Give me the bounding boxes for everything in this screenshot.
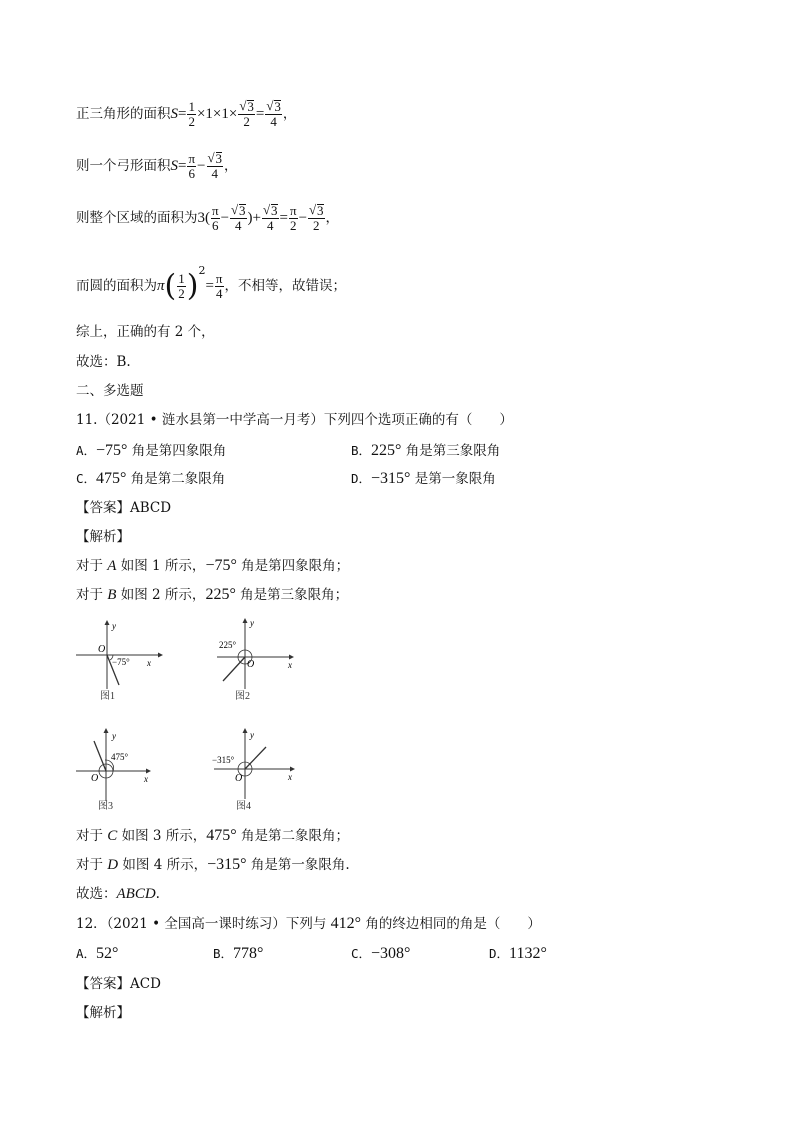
- text: 如图 4 所示，: [118, 857, 208, 873]
- angle-label: 475°: [111, 752, 129, 762]
- num: 1: [178, 271, 185, 286]
- figure-caption: 图2: [235, 691, 250, 702]
- math-var: D: [107, 857, 119, 873]
- figure-4-diagram: [210, 727, 310, 813]
- num: π: [289, 203, 297, 218]
- q12-option-b: [213, 944, 263, 963]
- math-text: 3(: [197, 210, 210, 226]
- text: 如图 3 所示，: [117, 828, 207, 844]
- option-text: 角是第三象限角: [401, 443, 501, 459]
- angle-value: −75°: [205, 557, 237, 574]
- x-axis-label: x: [288, 772, 292, 782]
- text: 对于: [76, 857, 108, 873]
- den: 4: [267, 218, 274, 233]
- num: 1: [188, 99, 195, 114]
- origin-label: O: [247, 659, 255, 670]
- pi: π: [157, 278, 165, 294]
- option-text: 角是第四象限角: [127, 443, 227, 459]
- text: 正三角形的面积: [76, 106, 171, 122]
- rad: 3: [247, 99, 254, 114]
- q11-analysis-c: [76, 827, 349, 845]
- option-text: 是第一象限角: [410, 471, 496, 487]
- den: 2: [243, 114, 250, 129]
- math-var: C: [107, 828, 118, 844]
- rad: 3: [215, 151, 223, 166]
- den: 4: [270, 114, 277, 129]
- q11-analysis-heading: 【解析】: [76, 529, 130, 545]
- text: ，不相等，故错误；: [224, 278, 346, 294]
- fraction: [207, 152, 224, 181]
- q11-option-b: [351, 439, 500, 460]
- q12-stem: [76, 915, 541, 933]
- angle-value: −315°: [371, 470, 411, 487]
- math-var: ABCD: [116, 886, 156, 902]
- den: 4: [235, 218, 242, 233]
- figure-1: [74, 617, 170, 703]
- figure-caption: 图1: [100, 691, 115, 702]
- figure-caption: 图3: [98, 801, 113, 812]
- option-text: 角是第二象限角: [126, 471, 226, 487]
- angle-label: −75°: [112, 657, 130, 667]
- angle-label: 225°: [219, 640, 237, 650]
- rad: 3: [317, 203, 324, 218]
- angle-value: 412°: [330, 915, 362, 932]
- minus: −: [220, 210, 230, 226]
- q11-analysis-d: [76, 856, 350, 874]
- circle-area-line: 而圆的面积为π( $\frac{1}{2}$ )$^2$= $\frac{\pi}{4}$ ，不相等，故错误；: [76, 264, 346, 304]
- y-axis-label: y: [250, 618, 254, 628]
- region-area-line: [76, 204, 339, 233]
- text: 对于: [76, 587, 108, 603]
- angle-value: 225°: [205, 586, 236, 603]
- eq: =: [255, 106, 265, 122]
- text: .: [155, 886, 160, 902]
- text: 对于: [76, 558, 108, 574]
- q11-option-d: [351, 467, 496, 488]
- den: 2: [313, 218, 320, 233]
- den: 4: [215, 286, 223, 301]
- figure-2: [213, 617, 309, 703]
- eq: =: [205, 278, 214, 294]
- text: ，: [325, 210, 340, 226]
- option-label: A．: [76, 443, 97, 458]
- option-label: C．: [351, 946, 372, 961]
- angle-value: 225°: [371, 442, 402, 459]
- text: 则一个弓形面积: [76, 158, 171, 174]
- text: 角的终边相同的角是（ ）: [361, 916, 541, 932]
- fraction: [211, 204, 220, 233]
- q12-option-d: [489, 944, 547, 963]
- q12-analysis-heading: 【解析】: [76, 1005, 130, 1021]
- rad: 3: [274, 99, 281, 114]
- angle-value: −308°: [371, 945, 411, 962]
- fraction: [187, 100, 196, 129]
- figure-caption: 图4: [236, 801, 251, 812]
- math-var: B: [107, 587, 117, 603]
- y-axis-label: y: [250, 730, 254, 740]
- rad: 3: [239, 203, 246, 218]
- figure-2-diagram: [213, 617, 309, 703]
- figure-3: [74, 727, 170, 813]
- fraction: [265, 100, 282, 129]
- q11-option-a: [76, 439, 226, 460]
- x-axis-label: x: [288, 660, 292, 670]
- option-label: A．: [76, 946, 97, 961]
- text: 角是第二象限角；: [236, 828, 349, 844]
- q11-answer: 【答案】ABCD: [76, 500, 172, 516]
- x-axis-label: x: [147, 658, 151, 668]
- math-text: ×1×1×: [196, 106, 238, 122]
- angle-value: 1132°: [509, 945, 547, 962]
- fraction: [177, 272, 186, 301]
- text: 而圆的面积为: [76, 278, 157, 294]
- rad: 3: [271, 203, 278, 218]
- den: 6: [188, 166, 195, 181]
- q11-stem: 11.（2021 • 涟水县第一中学高一月考）下列四个选项正确的有（ ）: [76, 412, 513, 428]
- q12-option-a: [76, 944, 118, 963]
- den: 2: [290, 218, 297, 233]
- math-text: )+: [247, 210, 262, 226]
- y-axis-label: y: [112, 621, 116, 631]
- text: 角是第一象限角.: [246, 857, 350, 873]
- option-label: B．: [351, 443, 372, 458]
- den: 4: [211, 166, 219, 181]
- figure-3-diagram: [74, 727, 170, 813]
- fraction: [308, 204, 325, 233]
- summary-line: 综上，正确的有 2 个，: [76, 324, 215, 340]
- equilateral-triangle-area-line: 正三角形的面积S= $\frac{1}{2}$ ×1×1× √ $\frac{3}{2}$ = √ $\frac{3}{4}$ ，: [76, 100, 296, 129]
- q11-choose: [76, 885, 160, 903]
- x-axis-label: x: [144, 774, 148, 784]
- fraction: [262, 204, 279, 233]
- fraction: [230, 204, 247, 233]
- figure-4: [210, 727, 310, 813]
- choice-line: 故选：B.: [76, 354, 131, 370]
- den: 6: [212, 218, 219, 233]
- angle-value: −315°: [207, 856, 247, 873]
- text: 则整个区域的面积为: [76, 210, 198, 226]
- text: 角是第三象限角；: [235, 587, 349, 603]
- angle-value: 475°: [206, 827, 237, 844]
- origin-label: O: [91, 773, 99, 784]
- num: π: [215, 271, 223, 286]
- origin-label: O: [98, 644, 106, 655]
- math-var: S: [170, 158, 178, 174]
- option-label: D．: [351, 471, 372, 486]
- minus: −: [298, 210, 308, 226]
- y-axis-label: y: [112, 731, 116, 741]
- exponent: 2: [198, 264, 206, 277]
- fraction: [187, 152, 196, 181]
- q11-analysis-b: [76, 586, 348, 604]
- option-label: B．: [213, 946, 234, 961]
- q12-answer: 【答案】ACD: [76, 976, 161, 992]
- option-label: D．: [489, 946, 510, 961]
- section-heading: 二、多选题: [76, 383, 144, 399]
- text: 故选：: [76, 886, 117, 902]
- angle-value: 52°: [96, 945, 119, 962]
- text: ，: [282, 106, 297, 122]
- math-var: S: [170, 106, 178, 122]
- text: 12．（2021 • 全国高一课时练习）下列与: [76, 916, 331, 932]
- eq: =: [279, 210, 288, 226]
- den: 2: [178, 286, 185, 301]
- angle-label: −315°: [212, 755, 235, 765]
- angle-value: −75°: [96, 442, 128, 459]
- angle-value: 778°: [233, 945, 264, 962]
- text: 如图 2 所示，: [116, 587, 206, 603]
- den: 2: [188, 114, 195, 129]
- angle-value: 475°: [96, 470, 127, 487]
- option-label: C．: [76, 471, 97, 486]
- num: π: [188, 151, 196, 166]
- q11-analysis-a: [76, 557, 349, 575]
- segment-area-line: 则一个弓形面积S= $\frac{\pi}{6}$ − √ $\frac{3}{4}$ ，: [76, 152, 238, 181]
- q12-option-c: [351, 944, 410, 963]
- fraction: [238, 100, 255, 129]
- q11-option-c: [76, 467, 225, 488]
- num: π: [212, 203, 219, 218]
- origin-label: O: [235, 773, 243, 784]
- math-var: A: [107, 558, 117, 574]
- figure-1-diagram: [74, 617, 170, 703]
- text: 对于: [76, 828, 108, 844]
- fraction: [215, 272, 224, 301]
- text: 角是第四象限角；: [236, 558, 350, 574]
- text: 如图 1 所示，: [116, 558, 206, 574]
- minus: −: [197, 158, 206, 174]
- fraction: [289, 204, 298, 233]
- text: ，: [224, 158, 238, 174]
